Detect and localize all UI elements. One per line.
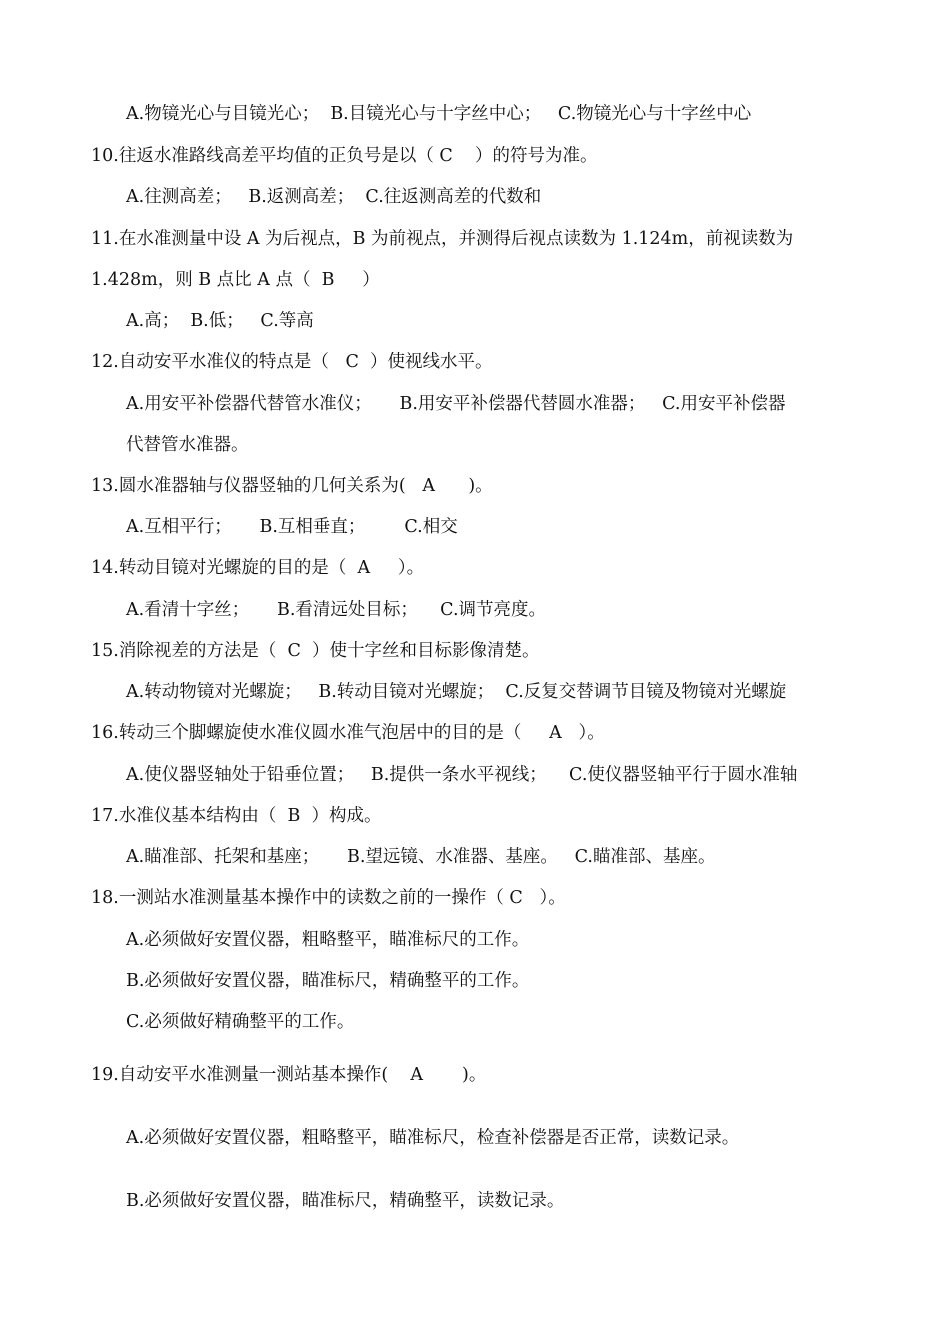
q17-question: 17.水准仪基本结构由（ B ）构成。 (91, 806, 382, 826)
q14-question: 14.转动目镜对光螺旋的目的是（ A ）。 (91, 558, 425, 578)
q18-option-b: B.必须做好安置仪器，瞄准标尺，精确整平的工作。 (126, 971, 530, 991)
q11-question-line1: 11.在水准测量中设 A 为后视点，B 为前视点，并测得后视点读数为 1.124m，前视读数为 (91, 229, 794, 249)
q13-question: 13.圆水准器轴与仪器竖轴的几何关系为( A )。 (91, 476, 493, 496)
q12-options-line2: 代替管水准器。 (126, 435, 249, 455)
q12-options-line1: A.用安平补偿器代替管水准仪； B.用安平补偿器代替圆水准器； C.用安平补偿器 (126, 394, 786, 414)
q12-question: 12.自动安平水准仪的特点是（ C ）使视线水平。 (91, 352, 493, 372)
q17-options: A.瞄准部、托架和基座； B.望远镜、水准器、基座。 C.瞄准部、基座。 (126, 847, 716, 867)
q19-option-a: A.必须做好安置仪器，粗略整平，瞄准标尺，检查补偿器是否正常，读数记录。 (126, 1128, 740, 1148)
q10-question: 10.往返水准路线高差平均值的正负号是以（ C ）的符号为准。 (91, 146, 598, 166)
q10-options: A.往测高差； B.返测高差； C.往返测高差的代数和 (126, 187, 542, 207)
q16-options: A.使仪器竖轴处于铅垂位置； B.提供一条水平视线； C.使仪器竖轴平行于圆水准轴 (126, 765, 798, 785)
q19-question: 19.自动安平水准测量一测站基本操作( A )。 (91, 1065, 487, 1085)
q11-options: A.高； B.低； C.等高 (126, 311, 314, 331)
q18-option-c: C.必须做好精确整平的工作。 (126, 1012, 355, 1032)
q18-option-a: A.必须做好安置仪器，粗略整平，瞄准标尺的工作。 (126, 930, 530, 950)
q15-question: 15.消除视差的方法是（ C ）使十字丝和目标影像清楚。 (91, 641, 540, 661)
q9-options: A.物镜光心与目镜光心； B.目镜光心与十字丝中心； C.物镜光心与十字丝中心 (126, 104, 752, 124)
q13-options: A.互相平行； B.互相垂直； C.相交 (126, 517, 458, 537)
q11-question-line2: 1.428m，则 B 点比 A 点（ B ） (91, 270, 380, 290)
q15-options: A.转动物镜对光螺旋； B.转动目镜对光螺旋； C.反复交替调节目镜及物镜对光螺旋 (126, 682, 787, 702)
q14-options: A.看清十字丝； B.看清远处目标； C.调节亮度。 (126, 600, 547, 620)
q16-question: 16.转动三个脚螺旋使水准仪圆水准气泡居中的目的是（ A ）。 (91, 723, 605, 743)
q18-question: 18.一测站水准测量基本操作中的读数之前的一操作（ C ）。 (91, 888, 566, 908)
q19-option-b: B.必须做好安置仪器，瞄准标尺，精确整平，读数记录。 (126, 1191, 565, 1211)
